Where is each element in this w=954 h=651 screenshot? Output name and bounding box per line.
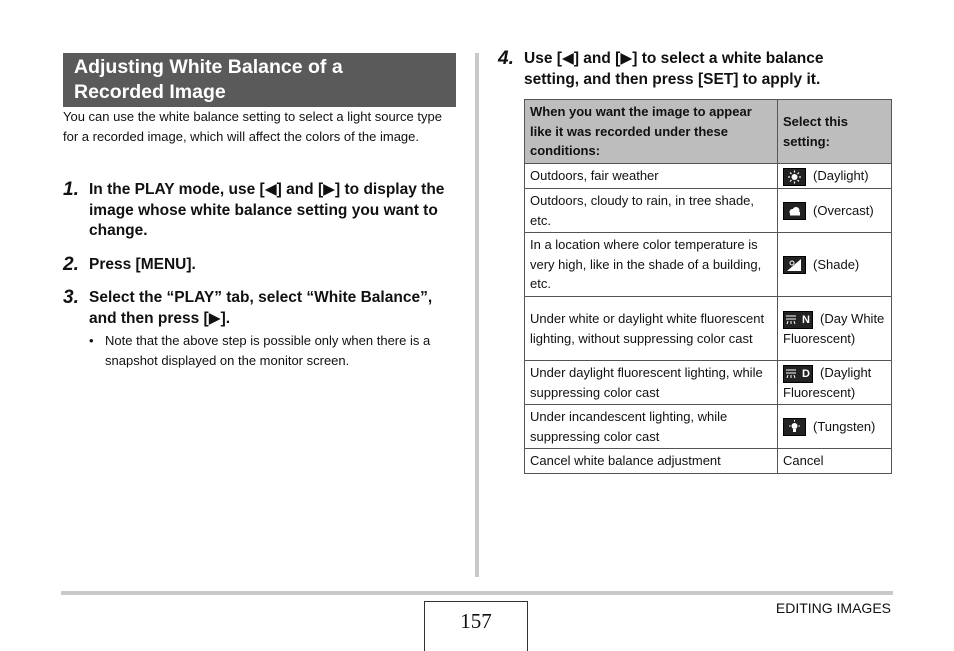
condition-cell: Under daylight fluorescent lighting, while suppressing color cast bbox=[525, 361, 778, 405]
step-number: 2. bbox=[63, 254, 79, 275]
page-number: 157 bbox=[424, 601, 528, 651]
setting-label: (Day White Fluorescent) bbox=[783, 310, 885, 346]
table-row bbox=[525, 189, 892, 233]
step-4 bbox=[498, 49, 863, 90]
section-heading bbox=[63, 53, 456, 107]
setting-cell bbox=[778, 233, 892, 297]
table-row bbox=[525, 297, 892, 361]
note-bullet: • bbox=[89, 333, 94, 348]
condition-cell: Under incandescent lighting, while suppressing color cast bbox=[525, 405, 778, 449]
setting-cell bbox=[778, 189, 892, 233]
white-balance-table bbox=[524, 99, 892, 474]
header-setting: Select this setting: bbox=[778, 100, 892, 164]
step-text: Use [◀] and [▶] to select a white balance setting, and then press [SET] to apply it. bbox=[524, 50, 824, 88]
setting-cell bbox=[778, 405, 892, 449]
step-text: Press [MENU]. bbox=[89, 256, 196, 273]
condition-cell: Under white or daylight white fluorescent lighting, without suppressing color cast bbox=[525, 297, 778, 361]
fluorescent-d-letter: D bbox=[802, 367, 810, 380]
step-number: 3. bbox=[63, 287, 79, 308]
setting-cell bbox=[778, 164, 892, 189]
setting-cell bbox=[778, 361, 892, 405]
note bbox=[89, 331, 459, 370]
column-divider bbox=[475, 53, 479, 577]
fluorescent-n-letter: N bbox=[802, 313, 810, 326]
setting-label: (Shade) bbox=[813, 256, 860, 272]
setting-label: (Tungsten) bbox=[813, 418, 876, 434]
step-number: 4. bbox=[498, 48, 514, 69]
shade-icon bbox=[783, 256, 806, 274]
section-title-line2: Recorded Image bbox=[74, 81, 226, 103]
condition-cell: Outdoors, cloudy to rain, in tree shade, etc. bbox=[525, 189, 778, 233]
section-title-line1: Adjusting White Balance of a bbox=[74, 56, 343, 78]
header-condition: When you want the image to appear like it was recorded under these conditions: bbox=[525, 100, 778, 164]
table-row bbox=[525, 361, 892, 405]
chapter-label: EDITING IMAGES bbox=[775, 600, 891, 616]
setting-label: (Daylight Fluorescent) bbox=[783, 364, 872, 400]
step-number: 1. bbox=[63, 179, 79, 200]
setting-label: (Daylight) bbox=[813, 168, 869, 184]
step-1 bbox=[63, 180, 458, 242]
fluorescent-n-icon bbox=[783, 311, 813, 329]
table-row bbox=[525, 233, 892, 297]
condition-cell: Outdoors, fair weather bbox=[525, 164, 778, 189]
intro-paragraph: You can use the white balance setting to select a light source type for a recorded image, which will affect the colors of the image. bbox=[63, 109, 442, 144]
setting-cell bbox=[778, 297, 892, 361]
setting-label: (Overcast) bbox=[813, 202, 874, 218]
table-row bbox=[525, 164, 892, 189]
note-text: Note that the above step is possible only when there is a snapshot displayed on the monitor screen. bbox=[105, 333, 431, 368]
table-row bbox=[525, 405, 892, 449]
overcast-icon bbox=[783, 202, 806, 220]
step-2 bbox=[63, 255, 458, 276]
condition-cell: Cancel white balance adjustment bbox=[525, 449, 778, 474]
condition-cell: In a location where color temperature is very high, like in the shade of a building, etc. bbox=[525, 233, 778, 297]
step-3 bbox=[63, 288, 458, 329]
table-row bbox=[525, 449, 892, 474]
fluorescent-d-icon bbox=[783, 365, 813, 383]
step-text: In the PLAY mode, use [◀] and [▶] to display the image whose white balance setting you want to change. bbox=[89, 181, 445, 239]
step-text: Select the “PLAY” tab, select “White Balance”, and then press [▶]. bbox=[89, 289, 433, 327]
daylight-icon bbox=[783, 168, 806, 186]
footer-divider bbox=[61, 591, 893, 595]
table-header-row bbox=[525, 100, 892, 164]
tungsten-icon bbox=[783, 418, 806, 436]
setting-cell: Cancel bbox=[778, 449, 892, 474]
